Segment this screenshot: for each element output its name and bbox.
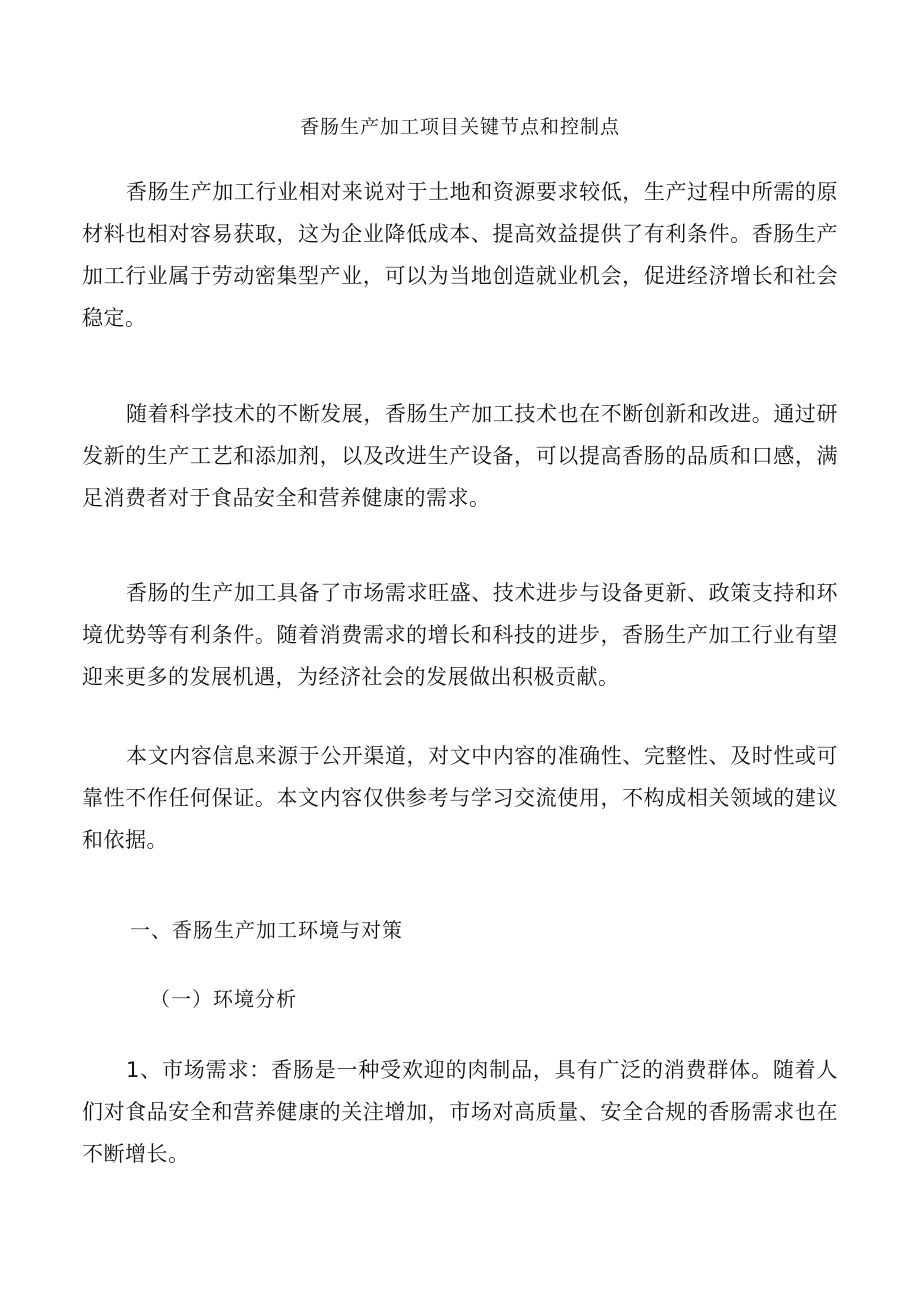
subsection-heading: （一）环境分析 bbox=[150, 987, 297, 1011]
paragraph-technology-development: 随着科学技术的不断发展，香肠生产加工技术也在不断创新和改进。通过研发新的生产工艺和添加剂，以及改进生产设备，可以提高香肠的品质和口感，满足消费者对于食品安全和营养健康的需求。 bbox=[82, 402, 838, 510]
paragraph-industry-advantages: 香肠生产加工行业相对来说对于土地和资源要求较低，生产过程中所需的原材料也相对容易获取，这为企业降低成本、提高效益提供了有利条件。香肠生产加工行业属于劳动密集型产业，可以为当地创造就业机会，促进经济增长和社会稳定。 bbox=[82, 180, 838, 330]
paragraph-favorable-conditions: 香肠的生产加工具备了市场需求旺盛、技术进步与设备更新、政策支持和环境优势等有利条件。随着消费需求的增长和科技的进步，香肠生产加工行业有望迎来更多的发展机遇，为经济社会的发展做出积极贡献。 bbox=[82, 581, 838, 689]
document-title: 香肠生产加工项目关键节点和控制点 bbox=[299, 116, 620, 138]
section-heading: 一、香肠生产加工环境与对策 bbox=[130, 918, 403, 942]
paragraph-disclaimer: 本文内容信息来源于公开渠道，对文中内容的准确性、完整性、及时性或可靠性不作任何保证。本文内容仅供参考与学习交流使用，不构成相关领域的建议和依据。 bbox=[82, 744, 838, 852]
paragraph-market-demand: 1、市场需求：香肠是一种受欢迎的肉制品，具有广泛的消费群体。随着人们对食品安全和营养健康的关注增加，市场对高质量、安全合规的香肠需求也在不断增长。 bbox=[82, 1058, 838, 1166]
